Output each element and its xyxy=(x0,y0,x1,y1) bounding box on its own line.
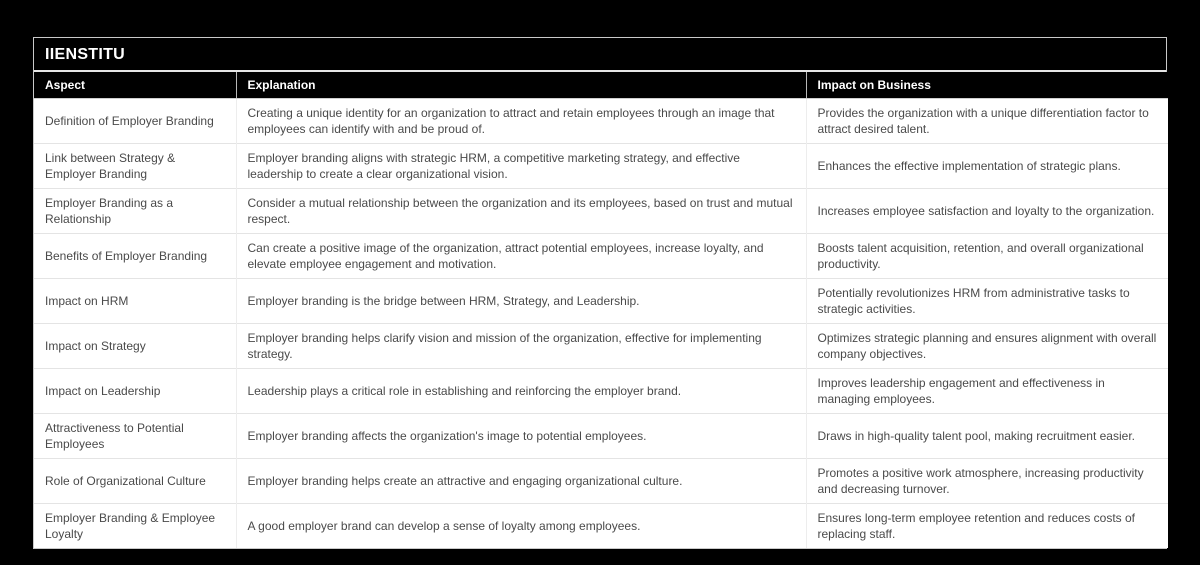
impact-cell: Enhances the effective implementation of strategic plans. xyxy=(806,144,1168,189)
impact-cell: Draws in high-quality talent pool, making recruitment easier. xyxy=(806,414,1168,459)
explanation-cell: Can create a positive image of the organization, attract potential employees, increase loyalty, and elevate employee engagement and motivation. xyxy=(236,234,806,279)
explanation-cell: Leadership plays a critical role in establishing and reinforcing the employer brand. xyxy=(236,369,806,414)
aspect-cell: Role of Organizational Culture xyxy=(34,459,236,504)
explanation-cell: Consider a mutual relationship between the organization and its employees, based on trust and mutual respect. xyxy=(236,189,806,234)
aspect-cell: Link between Strategy & Employer Branding xyxy=(34,144,236,189)
impact-cell: Improves leadership engagement and effectiveness in managing employees. xyxy=(806,369,1168,414)
impact-cell: Potentially revolutionizes HRM from administrative tasks to strategic activities. xyxy=(806,279,1168,324)
column-header-impact: Impact on Business xyxy=(806,72,1168,99)
table-row xyxy=(34,279,1168,324)
table-row xyxy=(34,324,1168,369)
column-header-aspect: Aspect xyxy=(34,72,236,99)
table-row xyxy=(34,414,1168,459)
table-header xyxy=(34,72,1168,99)
aspect-cell: Employer Branding as a Relationship xyxy=(34,189,236,234)
table-body xyxy=(34,99,1168,549)
aspect-cell: Benefits of Employer Branding xyxy=(34,234,236,279)
table-row xyxy=(34,99,1168,144)
aspect-cell: Impact on Leadership xyxy=(34,369,236,414)
explanation-cell: Employer branding aligns with strategic HRM, a competitive marketing strategy, and effective leadership to create a clear organizational vision. xyxy=(236,144,806,189)
aspect-cell: Employer Branding & Employee Loyalty xyxy=(34,504,236,549)
column-header-explanation: Explanation xyxy=(236,72,806,99)
aspect-cell: Impact on HRM xyxy=(34,279,236,324)
explanation-cell: Employer branding helps clarify vision and mission of the organization, effective for implementing strategy. xyxy=(236,324,806,369)
table-row xyxy=(34,459,1168,504)
table-row xyxy=(34,144,1168,189)
impact-cell: Provides the organization with a unique differentiation factor to attract desired talent. xyxy=(806,99,1168,144)
explanation-cell: Employer branding affects the organization's image to potential employees. xyxy=(236,414,806,459)
aspect-cell: Attractiveness to Potential Employees xyxy=(34,414,236,459)
impact-cell: Ensures long-term employee retention and reduces costs of replacing staff. xyxy=(806,504,1168,549)
explanation-cell: Employer branding is the bridge between HRM, Strategy, and Leadership. xyxy=(236,279,806,324)
explanation-cell: Employer branding helps create an attractive and engaging organizational culture. xyxy=(236,459,806,504)
impact-cell: Increases employee satisfaction and loyalty to the organization. xyxy=(806,189,1168,234)
table-row xyxy=(34,504,1168,549)
explanation-cell: Creating a unique identity for an organization to attract and retain employees through an image that employees can identify with and be proud of. xyxy=(236,99,806,144)
impact-cell: Boosts talent acquisition, retention, and overall organizational productivity. xyxy=(806,234,1168,279)
aspect-cell: Definition of Employer Branding xyxy=(34,99,236,144)
impact-cell: Optimizes strategic planning and ensures alignment with overall company objectives. xyxy=(806,324,1168,369)
impact-cell: Promotes a positive work atmosphere, increasing productivity and decreasing turnover. xyxy=(806,459,1168,504)
table-row xyxy=(34,369,1168,414)
table-row xyxy=(34,234,1168,279)
table-title: IIENSTITU xyxy=(34,38,1166,72)
table-row xyxy=(34,189,1168,234)
employer-branding-table xyxy=(34,72,1168,548)
explanation-cell: A good employer brand can develop a sense of loyalty among employees. xyxy=(236,504,806,549)
employer-branding-table-card xyxy=(33,37,1167,549)
aspect-cell: Impact on Strategy xyxy=(34,324,236,369)
